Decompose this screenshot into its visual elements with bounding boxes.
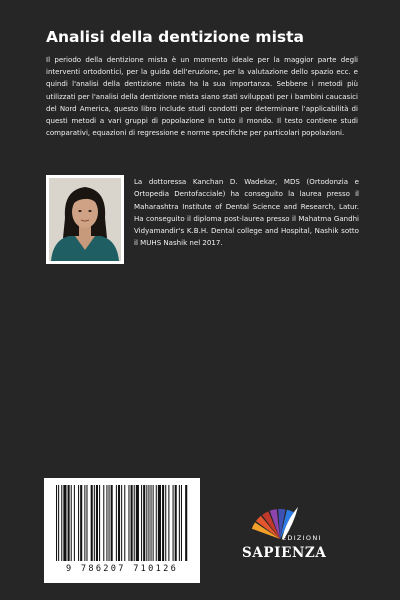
barcode-bar xyxy=(103,485,104,561)
barcode-bar xyxy=(99,485,100,561)
isbn-barcode xyxy=(44,478,200,583)
barcode-bar xyxy=(80,485,82,561)
barcode-bar xyxy=(106,485,107,561)
book-description: Il periodo della dentizione mista è un momento ideale per la maggior parte degli interventi ortodontici, per la guida dell'eruzione, per la valutazione dello spazio ecc. e quindi l'analisi della dentizione mista ha la sua importanza. Sebbene i metodi più utilizzati per l'analisi della dentizione mista siano stati sviluppati per i bambini caucasici del Nord America, questo libro include studi condotti per determinare l'applicabilità di questi metodi a vari gruppi di popolazione in tutto il mondo. Il testo contiene studi comparativi, equazioni di regressione e norme specifiche per particolari popolazioni. xyxy=(46,55,358,138)
barcode-bar xyxy=(158,485,161,561)
barcode-bar xyxy=(173,485,174,561)
barcode-bar xyxy=(134,485,135,561)
barcode-bar xyxy=(61,485,62,561)
barcode-bar xyxy=(162,485,164,561)
barcode-bar xyxy=(175,485,177,561)
author-portrait-icon xyxy=(49,178,121,261)
barcode-bar xyxy=(109,485,110,561)
book-title: Analisi della dentizione mista xyxy=(46,28,304,46)
barcode-bar xyxy=(136,485,139,561)
barcode-bar xyxy=(86,485,87,561)
barcode-bar xyxy=(185,485,187,561)
barcode-bar xyxy=(116,485,117,561)
barcode-bar xyxy=(71,485,72,561)
barcode-bar xyxy=(124,485,125,561)
barcode-bar xyxy=(84,485,85,561)
barcode-bar xyxy=(94,485,95,561)
barcode-bar xyxy=(151,485,152,561)
barcode-bar xyxy=(179,485,180,561)
barcode-bar xyxy=(156,485,157,561)
publisher-edizioni: EDIZIONI xyxy=(282,534,322,542)
barcode-bar xyxy=(141,485,142,561)
publisher-logo xyxy=(232,503,342,573)
barcode-bar xyxy=(74,485,75,561)
barcode-bar xyxy=(121,485,122,561)
barcode-bar xyxy=(168,485,169,561)
barcode-bar xyxy=(111,485,113,561)
barcode-bar xyxy=(78,485,79,561)
barcode-bar xyxy=(96,485,98,561)
barcode-bar xyxy=(128,485,129,561)
barcode-digits: 9 786207 710126 xyxy=(65,564,179,574)
barcode-bar xyxy=(91,485,93,561)
barcode-bar xyxy=(143,485,145,561)
barcode-bar xyxy=(118,485,120,561)
barcode-bar xyxy=(181,485,182,561)
barcode-bar xyxy=(146,485,147,561)
author-photo xyxy=(46,175,124,264)
barcode-bar xyxy=(153,485,154,561)
barcode-bar xyxy=(58,485,59,561)
barcode-bar xyxy=(63,485,66,561)
publisher-name: SAPIENZA xyxy=(242,545,327,561)
author-bio: La dottoressa Kanchan D. Wadekar, MDS (Ortodonzia e Ortopedia Dentofacciale) ha conseguito la laurea presso il Maharashtra Institute of Dental Science and Research, Latur. Ha conseguito il diploma post-laurea presso il Mahatma Gandhi Vidyamandir's K.B.H. Dental college and Hospital, Nashik sotto il MUHS Nashik nel 2017. xyxy=(134,177,359,248)
barcode-bar xyxy=(148,485,149,561)
barcode-bar xyxy=(165,485,166,561)
barcode-bar xyxy=(56,485,57,561)
barcode-bar xyxy=(131,485,133,561)
barcode-bar xyxy=(68,485,70,561)
barcode-bars xyxy=(54,485,190,561)
